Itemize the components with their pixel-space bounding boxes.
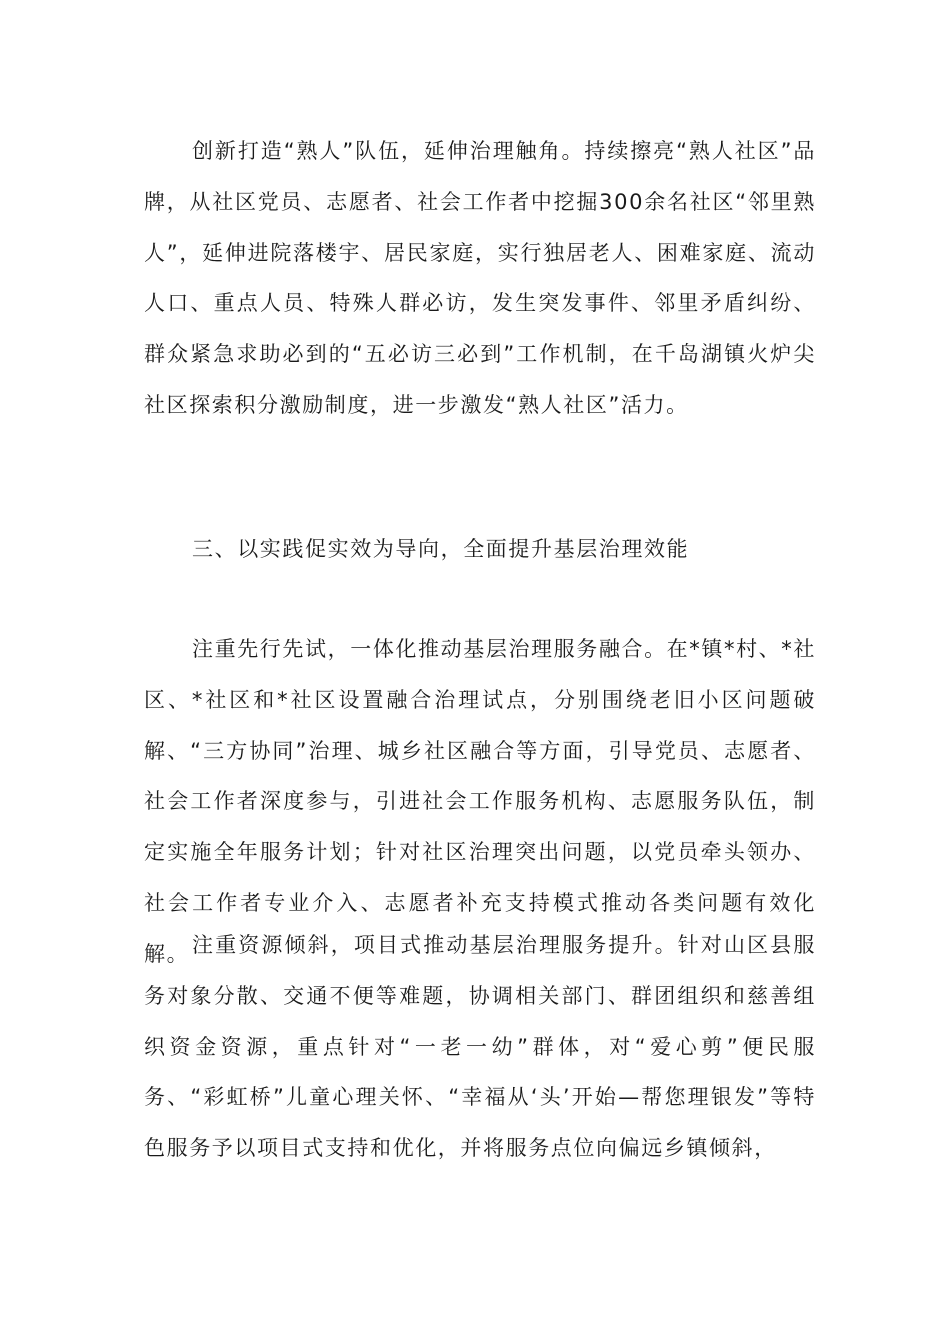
section-heading-three: 三、以实践促实效为导向，全面提升基层治理效能 [192,537,690,561]
paragraph-pilot-integration: 注重先行先试，一体化推动基层治理服务融合。在*镇*村、*社区、*社区和*社区设置融合治理试点，分别围绕老旧小区问题破解、“三方协同”治理、城乡社区融合等方面，引导党员、志愿者、社会工作者深度参与，引进社会工作服务机构、志愿服务队伍，制定实施全年服务计划；针对社区治理突出问题，以党员牵头领办、社会工作者专业介入、志愿者补充支持模式推动各类问题有效化解。 [144,637,816,966]
paragraph-resource-allocation: 注重资源倾斜，项目式推动基层治理服务提升。针对山区县服务对象分散、交通不便等难题，协调相关部门、群团组织和慈善组织资金资源，重点针对“一老一幼”群体，对“爱心剪”便民服务、“彩虹桥”儿童心理关怀、“幸福从‘头’开始—帮您理银发”等特色服务予以项目式支持和优化，并将服务点位向偏远乡镇倾斜， [144,933,816,1161]
paragraph-familiar-team: 创新打造“熟人”队伍，延伸治理触角。持续擦亮“熟人社区”品牌，从社区党员、志愿者、社会工作者中挖掘300余名社区“邻里熟人”，延伸进院落楼宇、居民家庭，实行独居老人、困难家庭、流动人口、重点人员、特殊人群必访，发生突发事件、邻里矛盾纠纷、群众紧急求助必到的“五必访三必到”工作机制，在千岛湖镇火炉尖社区探索积分激励制度，进一步激发“熟人社区”活力。 [144,139,816,417]
